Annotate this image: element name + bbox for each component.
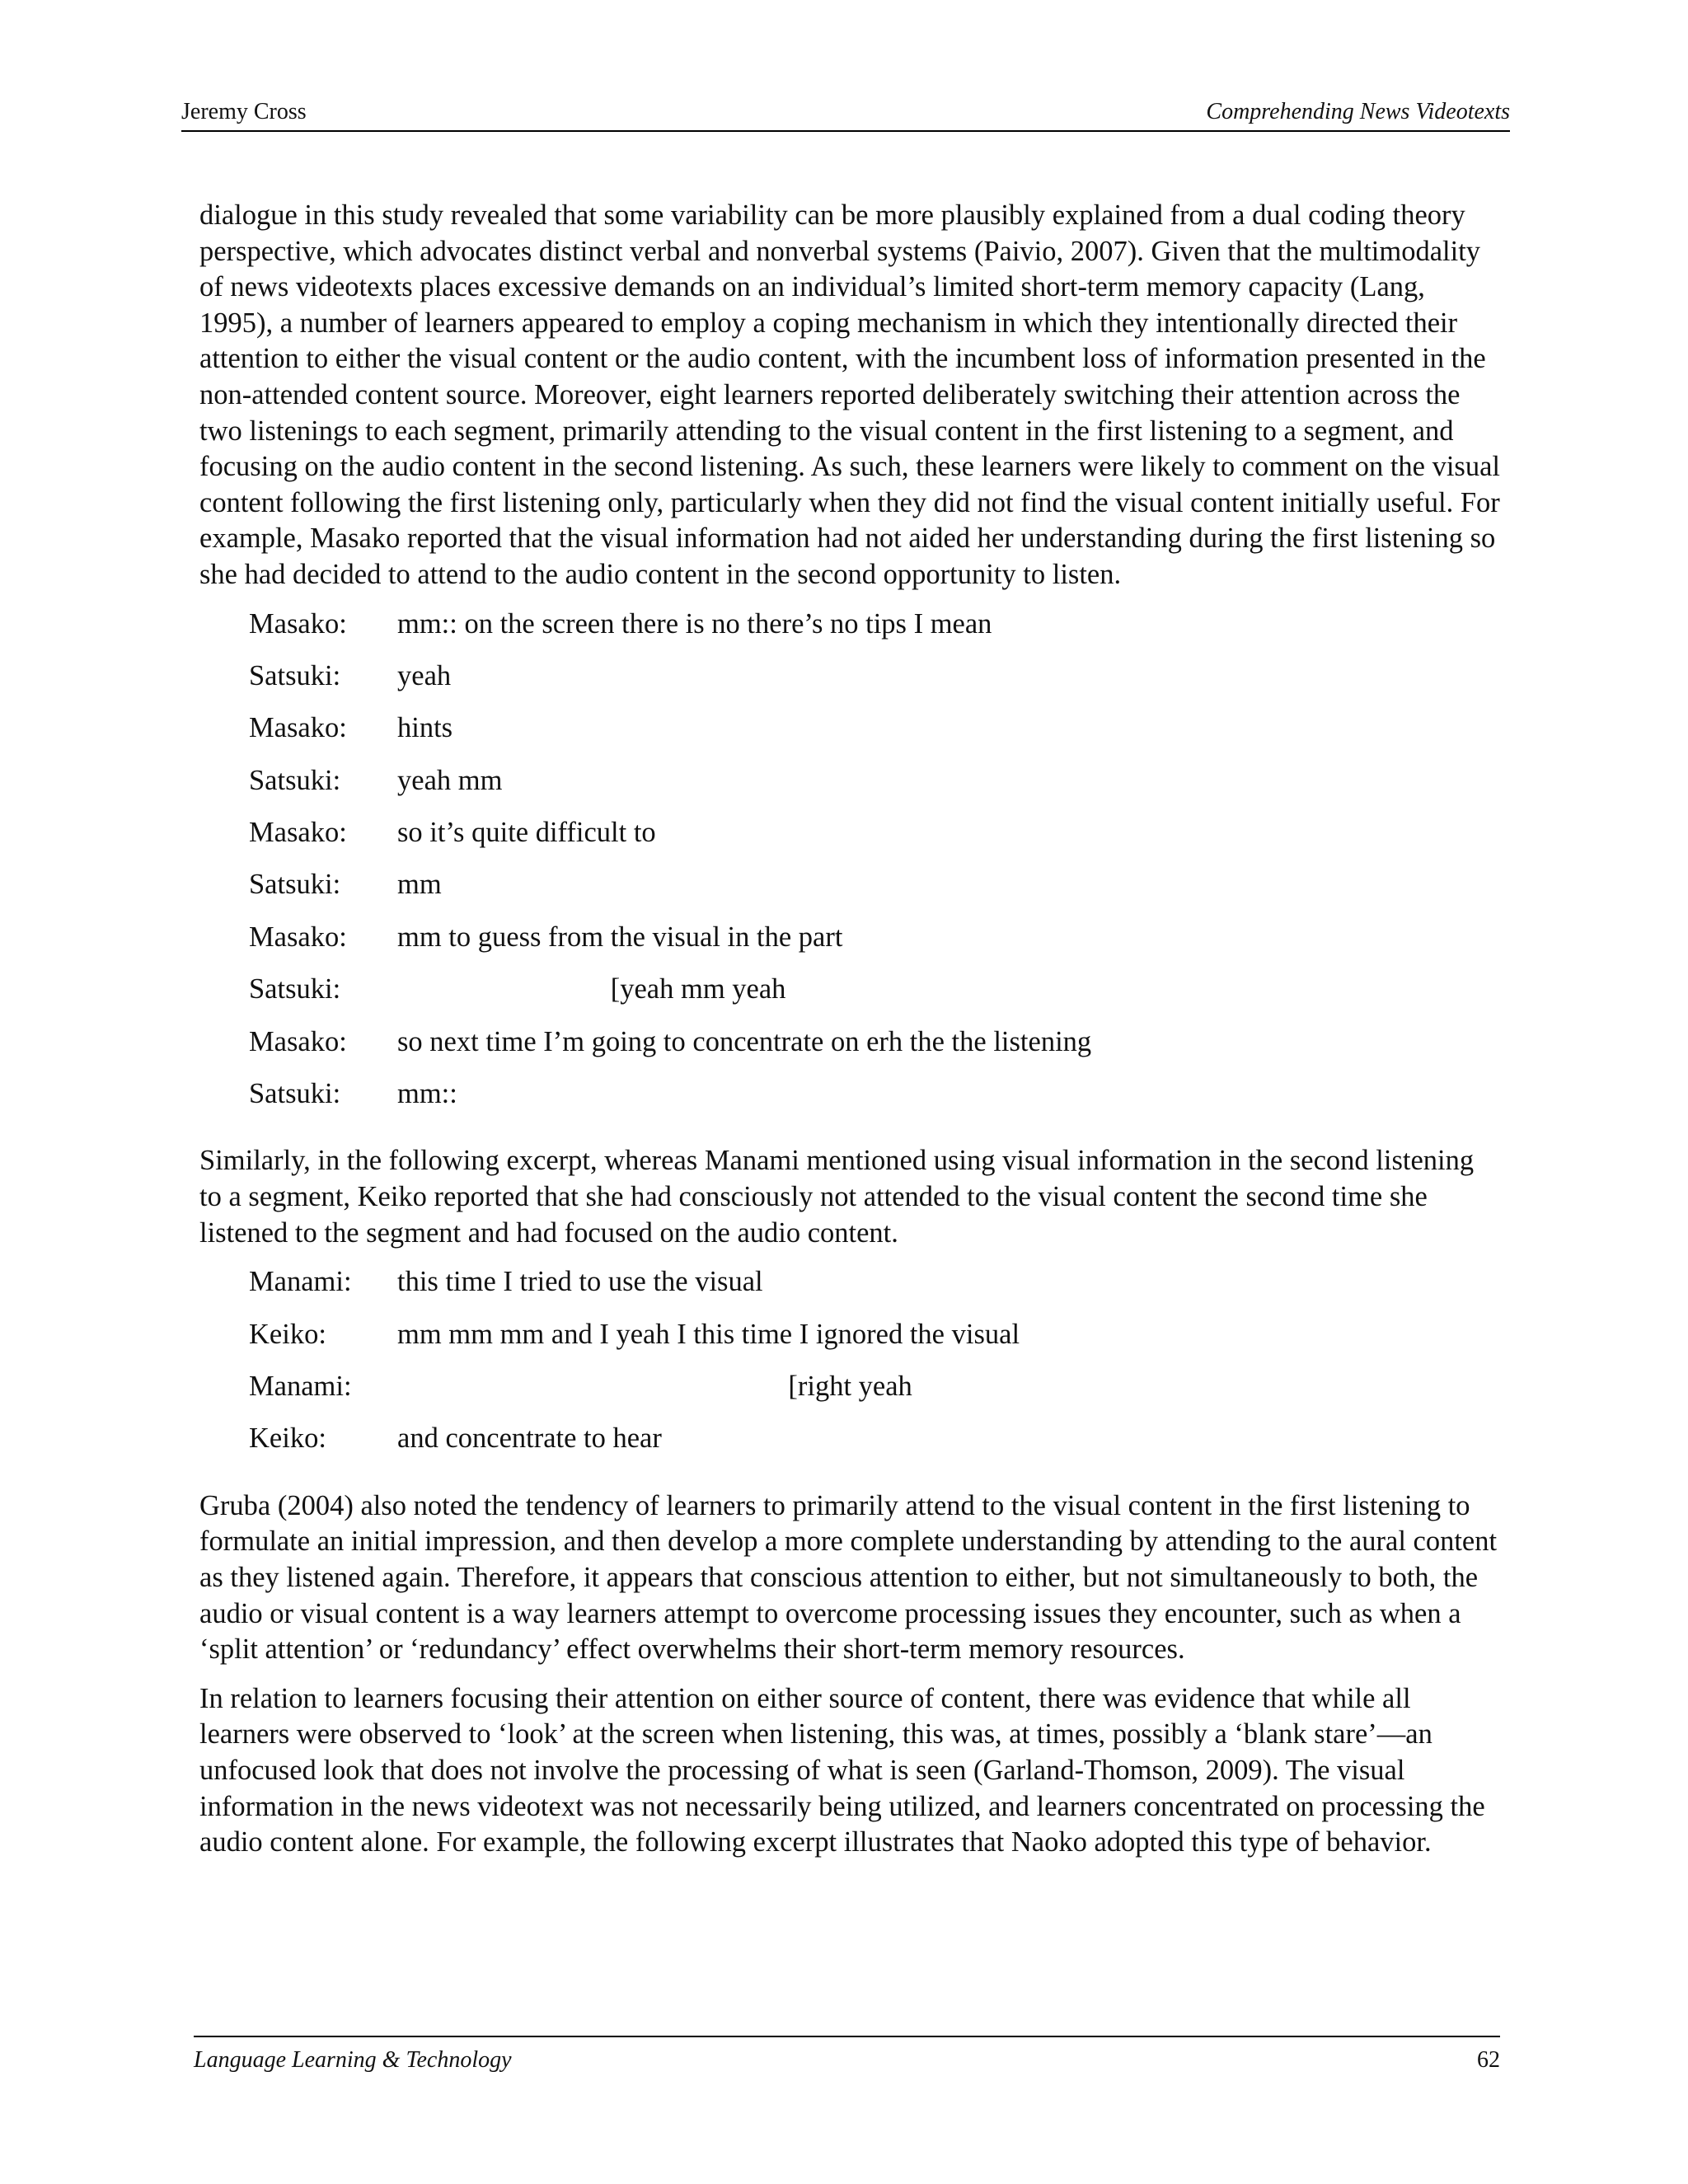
utterance: mm mm mm and I yeah I this time I ignored the visual bbox=[397, 1318, 1020, 1350]
speaker-name: Keiko: bbox=[249, 1318, 326, 1350]
speaker-name: Masako: bbox=[249, 607, 347, 640]
dialogue-turn bbox=[249, 763, 1502, 815]
header-short-title: Comprehending News Videotexts bbox=[1206, 99, 1510, 124]
paragraph: Gruba (2004) also noted the tendency of learners to primarily attend to the visual content in the first listening to formulate an initial impression, and then develop a more complete understanding by attending to the aural content as they listened again. Therefore, it appears that conscious attention to either, but not simultaneously to both, the audio or visual content is a way learners attempt to overcome processing issues they encounter, such as when a ‘split attention’ or ‘redundancy’ effect overwhelms their short-term memory resources. bbox=[199, 1489, 1498, 1666]
speaker-name: Keiko: bbox=[249, 1422, 326, 1455]
dialogue-turn bbox=[249, 710, 1502, 762]
speaker-name: Masako: bbox=[249, 1025, 347, 1057]
dialogue-turn bbox=[249, 972, 1502, 1024]
paragraph: Similarly, in the following excerpt, whereas Manami mentioned using visual information in the second listening to a segment, Keiko reported that she had consciously not attended to the visual content the second time she listened to the segment and had focused on the audio content. bbox=[199, 1145, 1475, 1249]
dialogue-turn bbox=[249, 1076, 1502, 1128]
speaker-name: Satsuki: bbox=[249, 973, 341, 1005]
header-author: Jeremy Cross bbox=[181, 99, 307, 124]
utterance: so it’s quite difficult to bbox=[397, 817, 656, 849]
speaker-name: Manami: bbox=[249, 1371, 352, 1402]
dialogue-excerpt-2 bbox=[199, 1264, 1502, 1474]
page-number: 62 bbox=[1477, 2047, 1500, 2073]
dialogue-turn bbox=[249, 815, 1502, 867]
utterance: and concentrate to hear bbox=[397, 1422, 662, 1455]
article-body bbox=[199, 198, 1502, 1874]
speaker-name: Satsuki: bbox=[249, 659, 341, 691]
speaker-name: Masako: bbox=[249, 921, 347, 953]
speaker-name: Satsuki: bbox=[249, 764, 341, 796]
dialogue-turn bbox=[249, 1317, 1502, 1369]
speaker-name: Satsuki: bbox=[249, 869, 341, 901]
utterance: [right yeah bbox=[397, 1371, 912, 1402]
dialogue-excerpt-1 bbox=[199, 607, 1502, 1129]
running-head bbox=[181, 97, 1510, 132]
utterance: yeah bbox=[397, 659, 452, 691]
dialogue-turn bbox=[249, 920, 1502, 972]
speaker-name: Masako: bbox=[249, 712, 347, 744]
utterance: this time I tried to use the visual bbox=[397, 1266, 763, 1298]
paragraph: dialogue in this study revealed that some variability can be more plausibly explained from a dual coding theory perspective, which advocates distinct verbal and nonverbal systems (Paivio, 2007). Given that the multimodality of news videotexts places excessive demands on an individual’s limited short-term memory capacity (Lang, 1995), a number of learners appeared to employ a coping mechanism in which they intentionally directed their attention to either the visual content or the audio content, with the incumbent loss of information presented in the non-attended content source. Moreover, eight learners reported deliberately switching their attention across the two listenings to each segment, primarily attending to the visual content in the first listening to a segment, and focusing on the audio content in the second listening. As such, these learners were likely to comment on the visual content following the first listening only, particularly when they did not find the visual content initially useful. For example, Masako reported that the visual information had not aided her understanding during the first listening so she had decided to attend to the audio content in the second opportunity to listen. bbox=[199, 199, 1501, 590]
speaker-name: Manami: bbox=[249, 1266, 352, 1298]
speaker-name: Masako: bbox=[249, 817, 347, 849]
paragraph: In relation to learners focusing their attention on either source of content, there was evidence that while all learners were observed to ‘look’ at the screen when listening, this was, at times, possibly a ‘blank stare’—an unfocused look that does not involve the processing of what is seen (Garland-Thomson, 2009). The visual information in the news videotext was not necessarily being utilized, and learners concentrated on processing the audio content alone. For example, the following excerpt illustrates that Naoko adopted this type of behavior. bbox=[199, 1682, 1485, 1858]
dialogue-turn bbox=[249, 658, 1502, 710]
utterance: mm bbox=[397, 869, 442, 901]
utterance: mm:: on the screen there is no there’s no tips I mean bbox=[397, 607, 992, 640]
utterance: so next time I’m going to concentrate on erh the the listening bbox=[397, 1025, 1092, 1057]
dialogue-turn bbox=[249, 1024, 1502, 1076]
page-footer bbox=[194, 2036, 1500, 2075]
utterance: [yeah mm yeah bbox=[397, 973, 786, 1005]
dialogue-turn bbox=[249, 867, 1502, 919]
dialogue-turn bbox=[249, 1264, 1502, 1316]
dialogue-turn bbox=[249, 607, 1502, 658]
utterance: hints bbox=[397, 712, 453, 744]
dialogue-turn bbox=[249, 1421, 1502, 1473]
footer-journal-name: Language Learning & Technology bbox=[194, 2047, 512, 2073]
utterance: yeah mm bbox=[397, 764, 503, 796]
utterance: mm:: bbox=[397, 1078, 457, 1110]
utterance: mm to guess from the visual in the part bbox=[397, 921, 843, 953]
dialogue-turn bbox=[249, 1369, 1502, 1421]
speaker-name: Satsuki: bbox=[249, 1078, 341, 1110]
